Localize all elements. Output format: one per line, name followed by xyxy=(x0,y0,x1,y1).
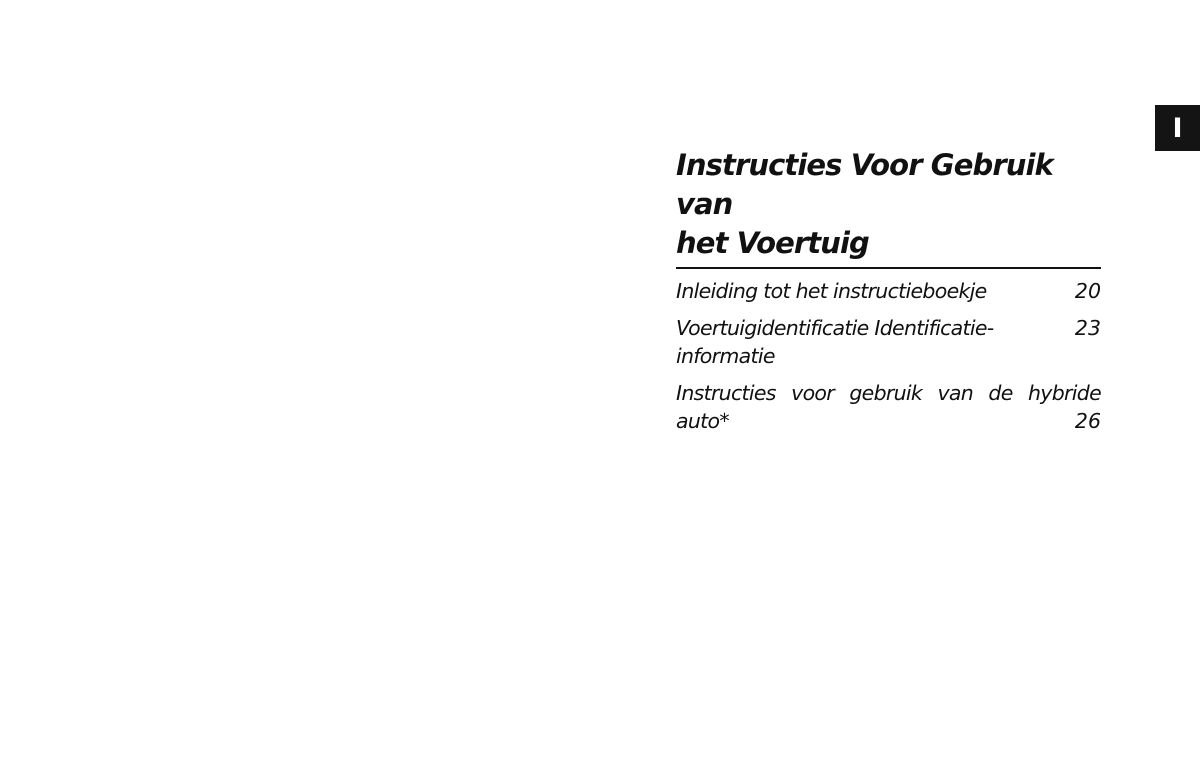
title-divider xyxy=(676,267,1101,269)
toc-entry-page: 20 xyxy=(1074,279,1101,303)
toc-entry-voertuigidentificatie[interactable] xyxy=(676,314,1101,370)
toc-entry-page: 23 xyxy=(1074,316,1101,340)
toc-entry-hybride-auto[interactable] xyxy=(676,379,1101,435)
toc-entry-title: Inleiding tot het instructieboekje xyxy=(676,279,987,303)
chapter-tab xyxy=(1155,105,1200,151)
toc-entry-word: hybride xyxy=(1028,381,1101,405)
toc-entry-title-end: auto* xyxy=(676,409,729,433)
toc-entry-word: van xyxy=(937,381,974,405)
toc-entry-word: de xyxy=(988,381,1013,405)
toc-entry-word: Instructies xyxy=(676,381,776,405)
section-title-line1: Instructies Voor Gebruik van xyxy=(676,148,1053,221)
toc-entry-title-line1 xyxy=(676,379,1101,407)
toc-entry-title: Voertuigidentificatie Identificatie-informatie xyxy=(676,316,994,368)
toc-entry-page: 26 xyxy=(1074,409,1101,433)
toc-entry-word: gebruik xyxy=(849,381,923,405)
table-of-contents xyxy=(676,146,1101,444)
toc-entry-inleiding[interactable] xyxy=(676,277,1101,305)
chapter-tab-label: I xyxy=(1172,112,1183,144)
section-title-line2: het Voertuig xyxy=(676,226,869,260)
toc-list xyxy=(676,277,1101,435)
section-title xyxy=(676,146,1101,263)
toc-entry-word: voor xyxy=(791,381,834,405)
